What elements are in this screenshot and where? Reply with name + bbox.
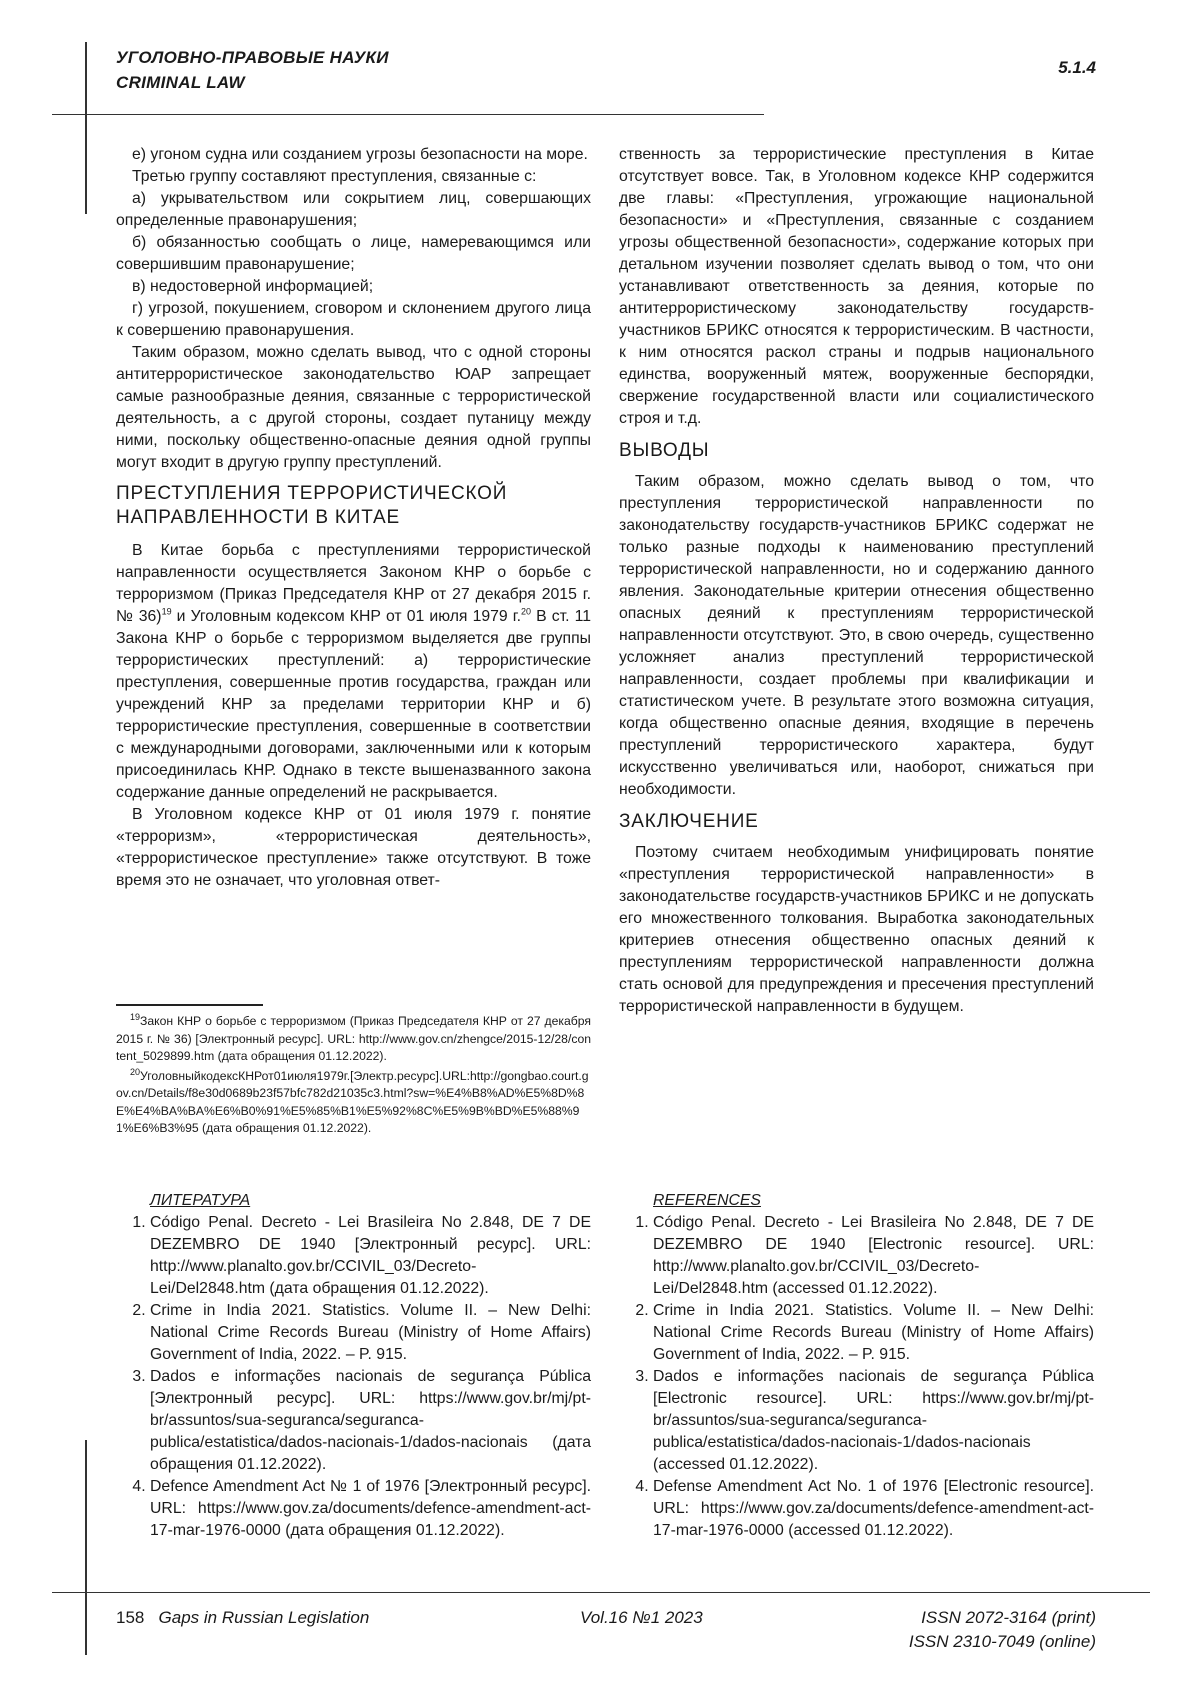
list-item: в) недостоверной информацией; — [132, 278, 374, 295]
right-column — [619, 144, 1094, 1018]
journal-name: Gaps in Russian Legislation — [158, 1608, 370, 1627]
footnote-20: $^{20}$УголовныйкодексКНРот01июля1979г.[Электр.ресурс].URL:http://gongbao.court.gov.cn/Details/f8e30d0689b23f57bfc782d21035c3.html?sw=%E4%B8%AD%E5%8D%8E%E4%BA%BA%E6%B0%91%E5%85%B1%E5%92%8C%E5%9B%BD%E5%88%91%E6%B3%95 (дата обращения 01.12.2022). — [116, 1066, 589, 1135]
footer-vertical-rule — [85, 1440, 87, 1655]
list-item: б) обязанностью сообщать о лице, намеревающимся или совершившим правонарушение; — [116, 234, 591, 273]
references-ru — [116, 1190, 591, 1542]
reference-item: 3. Dados e informações nacionais de segurança Pública [Electronic resource]. URL: https://www.gov.br/mj/pt-br/assuntos/sua-seguranca/seguranca-publica/estatistica/dados-nacionais-1/dados-nacionais (accessed 01.12.2022). — [653, 1366, 1094, 1476]
reference-item: 4. Defence Amendment Act № 1 of 1976 [Электронный ресурс]. URL: https://www.gov.za/documents/defence-amendment-act-17-mar-1976-0000 (дата обращения 01.12.2022). — [150, 1476, 591, 1542]
volume-info: Vol.16 №1 2023 — [580, 1608, 703, 1627]
reference-item: 4. Defense Amendment Act No. 1 of 1976 [Electronic resource]. URL: https://www.gov.za/documents/defence-amendment-act-17-mar-1976-0000 (accessed 01.12.2022). — [653, 1476, 1094, 1542]
paragraph: Поэтому считаем необходимым унифицировать понятие «преступления террористической направленности» в законодательстве государств-участников БРИКС и не допускать его множественного толкования. Выработка законодательных критериев отнесения общественно опасных деяний к преступлениям террористической направленности должна стать основой для предупреждения и пресечения преступлений террористической направленности в будущем. — [619, 844, 1094, 1015]
heading-line: ПРЕСТУПЛЕНИЯ ТЕРРОРИСТИЧЕСКОЙ — [116, 483, 508, 504]
left-column — [116, 144, 591, 892]
reference-item: 1. Código Penal. Decreto - Lei Brasileira No 2.848, DE 7 DE DEZEMBRO DE 1940 [Электронный ресурс]. URL: http://www.planalto.gov.br/CCIVIL_03/Decreto-Lei/Del2848.htm (дата обращения 01.12.2022). — [150, 1212, 591, 1300]
footnotes — [116, 1013, 591, 1140]
header-horizontal-rule — [52, 114, 764, 115]
paragraph: е) угоном судна или созданием угрозы безопасности на море. — [132, 146, 588, 163]
issn-print: ISSN 2072-3164 (print) — [921, 1608, 1096, 1627]
reference-list-en — [619, 1212, 1094, 1542]
reference-item: 2. Crime in India 2021. Statistics. Volume II. – New Delhi: National Crime Records Bureau (Ministry of Home Affairs) Government of India, 2022. – P. 915. — [150, 1300, 591, 1366]
section-heading-conclusions: ВЫВОДЫ — [619, 440, 710, 461]
section-code: 5.1.4 — [1058, 58, 1096, 77]
footnote-ref-19[interactable]: 19 — [161, 606, 172, 617]
journal-section-ru: УГОЛОВНО-ПРАВОВЫЕ НАУКИ — [116, 48, 389, 67]
footnote-19: $^{19}$Закон КНР о борьбе с терроризмом (Приказ Председателя КНР от 27 декабря 2015 г. № 36) [Электронный ресурс]. URL: http://www.gov.cn/zhengce/2015-12/28/content_5029899.htm (дата обращения 01.12.2022). — [116, 1011, 591, 1063]
journal-section-en: CRIMINAL LAW — [116, 73, 245, 92]
references-en-title: REFERENCES — [653, 1192, 761, 1209]
references-ru-title: ЛИТЕРАТУРА — [150, 1192, 251, 1209]
issn-online: ISSN 2310-7049 (online) — [908, 1632, 1096, 1651]
list-item: г) угрозой, покушением, сговором и склонением другого лица к совершению правонарушения. — [116, 300, 591, 339]
footer-left — [116, 1608, 369, 1628]
header-vertical-rule — [85, 42, 87, 214]
paragraph: ственность за террористические преступления в Китае отсутствует вовсе. Так, в Уголовном кодексе КНР содержится две главы: «Преступления, угрожающие национальной безопасности» и «Преступления, связанные с созданием угрозы общественной безопасности», содержание которых при детальном изучении позволяет сделать вывод о том, что они устанавливают ответственность за деяния, которые по антитеррористическому законодательству государств-участников БРИКС относятся к террористическим. В частности, к ним относятся раскол страны и подрыв национального единства, вооруженный мятеж, вооруженные беспорядки, свержение государственной власти или социалистического строя и т.д. — [619, 146, 1094, 427]
heading-line: НАПРАВЛЕННОСТИ В КИТАЕ — [116, 507, 400, 528]
paragraph: В Китае борьба с преступлениями террористической направленности осуществляется Законом КНР о борьбе с терроризмом (Приказ Председателя КНР от 27 декабря 2015 г. № 36)$^{19}$ и Уголовным кодексом КНР от 01 июля 1979 г.$^{20}$ В ст. 11 Закона КНР о борьбе с терроризмом выделяется две группы террористических преступлений: а) террористические преступления, совершенные против государства, граждан или учреждений КНР за пределами территории КНР и б) террористические преступления, совершенные в соответствии с международными договорами, заключенными или к которым присоединилась КНР. Однако в тексте вышеназванного закона содержание данные определений не раскрывается. — [116, 542, 591, 801]
section-heading-china — [116, 482, 591, 530]
footnote-separator — [116, 1004, 263, 1006]
reference-item: 1. Código Penal. Decreto - Lei Brasileira No 2.848, DE 7 DE DEZEMBRO DE 1940 [Electronic resource]. URL: http://www.planalto.gov.br/CCIVIL_03/Decreto-Lei/Del2848.htm (accessed 01.12.2022). — [653, 1212, 1094, 1300]
reference-item: 3. Dados e informações nacionais de segurança Pública [Электронный ресурс]. URL: https://www.gov.br/mj/pt-br/assuntos/sua-seguranca/seguranca-publica/estatistica/dados-nacionais-1/dados-nacionais (дата обращения 01.12.2022). — [150, 1366, 591, 1476]
paragraph: В Уголовном кодексе КНР от 01 июля 1979 г. понятие «терроризм», «террористическая деятельность», «террористическое преступление» также отсутствуют. В тоже время это не означает, что уголовная ответ- — [116, 806, 591, 889]
list-item: а) укрывательством или сокрытием лиц, совершающих определенные правонарушения; — [116, 190, 591, 229]
page-number: 158 — [116, 1608, 145, 1627]
section-heading-summary: ЗАКЛЮЧЕНИЕ — [619, 811, 759, 832]
paragraph: Таким образом, можно сделать вывод о том, что преступления террористической направленности по законодательству государств-участников БРИКС содержат не только разные подходы к наименованию преступлений террористической направленности, но и содержанию данного явления. Законодательные критерии отнесения общественно опасных деяний к преступлениям террористической направленности отсутствуют. Это, в свою очередь, существенно усложняет анализ преступлений террористической направленности, создает проблемы при квалификации и статистическом учете. В результате этого возможна ситуация, когда общественно опасные деяния, входящие в перечень преступлений террористического характера, будут искусственно увеличиваться или, наоборот, снижаться при необходимости. — [619, 473, 1094, 798]
footer-horizontal-rule — [52, 1592, 1150, 1593]
reference-item: 2. Crime in India 2021. Statistics. Volume II. – New Delhi: National Crime Records Bureau (Ministry of Home Affairs) Government of India, 2022. – P. 915. — [653, 1300, 1094, 1366]
references-en — [619, 1190, 1094, 1542]
paragraph: Таким образом, можно сделать вывод, что с одной стороны антитеррористическое законодательство ЮАР запрещает самые разнообразные деяния, связанные с террористической деятельность, а с другой стороны, создает путаницу между ними, поскольку общественно-опасные деяния одной группы могут входит в другую группу преступлений. — [116, 344, 591, 471]
reference-list-ru — [116, 1212, 591, 1542]
footnote-ref-20[interactable]: 20 — [521, 606, 532, 617]
paragraph: Третью группу составляют преступления, связанные с: — [132, 168, 537, 185]
